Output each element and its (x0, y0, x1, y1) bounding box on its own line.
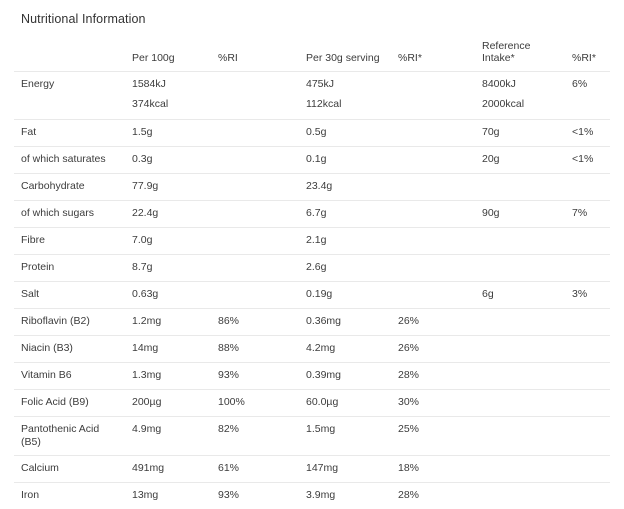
row-cell: 70g (476, 120, 566, 147)
row-cell (566, 390, 610, 417)
row-cell: 100% (212, 390, 300, 417)
row-label: Niacin (B3) (14, 336, 126, 363)
row-cell: 4.2mg (300, 336, 392, 363)
row-cell (392, 174, 476, 201)
row-cell (566, 417, 610, 456)
table-row (14, 417, 610, 456)
table-header (14, 36, 610, 72)
row-cell (212, 201, 300, 228)
row-cell (212, 72, 300, 99)
row-cell: 25% (392, 417, 476, 456)
row-cell: 14mg (126, 336, 212, 363)
table-row (14, 309, 610, 336)
column-header-4: %RI* (392, 36, 476, 72)
row-cell (392, 147, 476, 174)
row-cell: 6.7g (300, 201, 392, 228)
row-cell: 7% (566, 201, 610, 228)
row-cell: 4.9mg (126, 417, 212, 456)
row-cell: 1584kJ (126, 72, 212, 99)
row-cell (212, 174, 300, 201)
row-cell: 30% (392, 390, 476, 417)
row-cell (476, 255, 566, 282)
table-row (14, 390, 610, 417)
table-row (14, 456, 610, 483)
row-cell (566, 228, 610, 255)
row-cell (476, 363, 566, 390)
table-row (14, 336, 610, 363)
row-cell: 2.6g (300, 255, 392, 282)
row-cell (566, 363, 610, 390)
row-cell: 1.3mg (126, 363, 212, 390)
row-cell (392, 72, 476, 99)
row-cell: 0.36mg (300, 309, 392, 336)
row-cell: 200µg (126, 390, 212, 417)
row-cell (566, 336, 610, 363)
row-cell: 0.39mg (300, 363, 392, 390)
row-cell: 475kJ (300, 72, 392, 99)
row-cell (566, 174, 610, 201)
row-cell (212, 120, 300, 147)
row-cell: 2.1g (300, 228, 392, 255)
row-cell: 88% (212, 336, 300, 363)
row-cell: 0.3g (126, 147, 212, 174)
row-cell: 6g (476, 282, 566, 309)
row-cell: 0.19g (300, 282, 392, 309)
row-label: Fat (14, 120, 126, 147)
row-cell: 374kcal (126, 98, 212, 120)
row-cell: 1.5g (126, 120, 212, 147)
column-header-3: Per 30g serving (300, 36, 392, 72)
table-row (14, 363, 610, 390)
row-cell: 20g (476, 147, 566, 174)
row-label: Vitamin B6 (14, 363, 126, 390)
row-cell (476, 417, 566, 456)
row-cell: <1% (566, 147, 610, 174)
table-row (14, 228, 610, 255)
table-row (14, 201, 610, 228)
row-cell: 491mg (126, 456, 212, 483)
table-header-row (14, 36, 610, 72)
row-cell (392, 228, 476, 255)
row-label: Salt (14, 282, 126, 309)
row-cell (212, 255, 300, 282)
row-cell: 2000kcal (476, 98, 566, 120)
row-label: Energy (14, 72, 126, 99)
row-cell: 6% (566, 72, 610, 99)
row-label: Pantothenic Acid (B5) (14, 417, 126, 456)
row-label: Iron (14, 483, 126, 509)
row-cell: 8400kJ (476, 72, 566, 99)
row-cell: 3.9mg (300, 483, 392, 509)
row-label: of which sugars (14, 201, 126, 228)
row-cell: 86% (212, 309, 300, 336)
row-cell: 0.5g (300, 120, 392, 147)
row-cell (392, 98, 476, 120)
row-cell: 0.1g (300, 147, 392, 174)
row-cell: 93% (212, 363, 300, 390)
column-header-1: Per 100g (126, 36, 212, 72)
row-cell: 0.63g (126, 282, 212, 309)
row-cell (476, 309, 566, 336)
column-header-6: %RI* (566, 36, 610, 72)
nutrition-table (14, 36, 610, 509)
row-label: of which saturates (14, 147, 126, 174)
row-cell (212, 228, 300, 255)
row-cell (392, 282, 476, 309)
column-header-5: Reference Intake* (476, 36, 566, 72)
row-cell: 26% (392, 309, 476, 336)
row-cell: 3% (566, 282, 610, 309)
row-cell: <1% (566, 120, 610, 147)
row-cell (476, 483, 566, 509)
row-label: Riboflavin (B2) (14, 309, 126, 336)
row-label-empty (14, 98, 126, 120)
row-cell: 1.5mg (300, 417, 392, 456)
row-cell: 28% (392, 483, 476, 509)
table-row (14, 174, 610, 201)
row-label: Folic Acid (B9) (14, 390, 126, 417)
table-row (14, 120, 610, 147)
row-cell (566, 456, 610, 483)
table-row (14, 147, 610, 174)
row-cell (476, 390, 566, 417)
row-cell: 77.9g (126, 174, 212, 201)
row-cell (392, 201, 476, 228)
row-cell: 90g (476, 201, 566, 228)
row-cell (566, 98, 610, 120)
row-cell: 60.0µg (300, 390, 392, 417)
row-cell: 18% (392, 456, 476, 483)
row-cell: 93% (212, 483, 300, 509)
row-cell (476, 228, 566, 255)
row-cell (392, 120, 476, 147)
row-cell: 1.2mg (126, 309, 212, 336)
row-cell: 28% (392, 363, 476, 390)
row-label: Carbohydrate (14, 174, 126, 201)
row-cell: 22.4g (126, 201, 212, 228)
column-header-0 (14, 36, 126, 72)
table-row (14, 282, 610, 309)
row-cell: 13mg (126, 483, 212, 509)
table-row (14, 483, 610, 509)
row-cell: 23.4g (300, 174, 392, 201)
row-cell (566, 309, 610, 336)
row-cell: 26% (392, 336, 476, 363)
row-cell: 147mg (300, 456, 392, 483)
page-title: Nutritional Information (21, 12, 610, 26)
row-label: Calcium (14, 456, 126, 483)
row-cell: 112kcal (300, 98, 392, 120)
row-cell (566, 255, 610, 282)
table-row-continuation (14, 98, 610, 120)
row-cell (392, 255, 476, 282)
row-cell (476, 174, 566, 201)
row-label: Fibre (14, 228, 126, 255)
row-cell: 7.0g (126, 228, 212, 255)
row-label: Protein (14, 255, 126, 282)
row-cell (212, 98, 300, 120)
row-cell (212, 147, 300, 174)
row-cell (212, 282, 300, 309)
row-cell (566, 483, 610, 509)
table-body (14, 72, 610, 509)
row-cell (476, 456, 566, 483)
row-cell: 8.7g (126, 255, 212, 282)
column-header-2: %RI (212, 36, 300, 72)
row-cell: 82% (212, 417, 300, 456)
row-cell (476, 336, 566, 363)
row-cell: 61% (212, 456, 300, 483)
table-row (14, 255, 610, 282)
table-row (14, 72, 610, 99)
